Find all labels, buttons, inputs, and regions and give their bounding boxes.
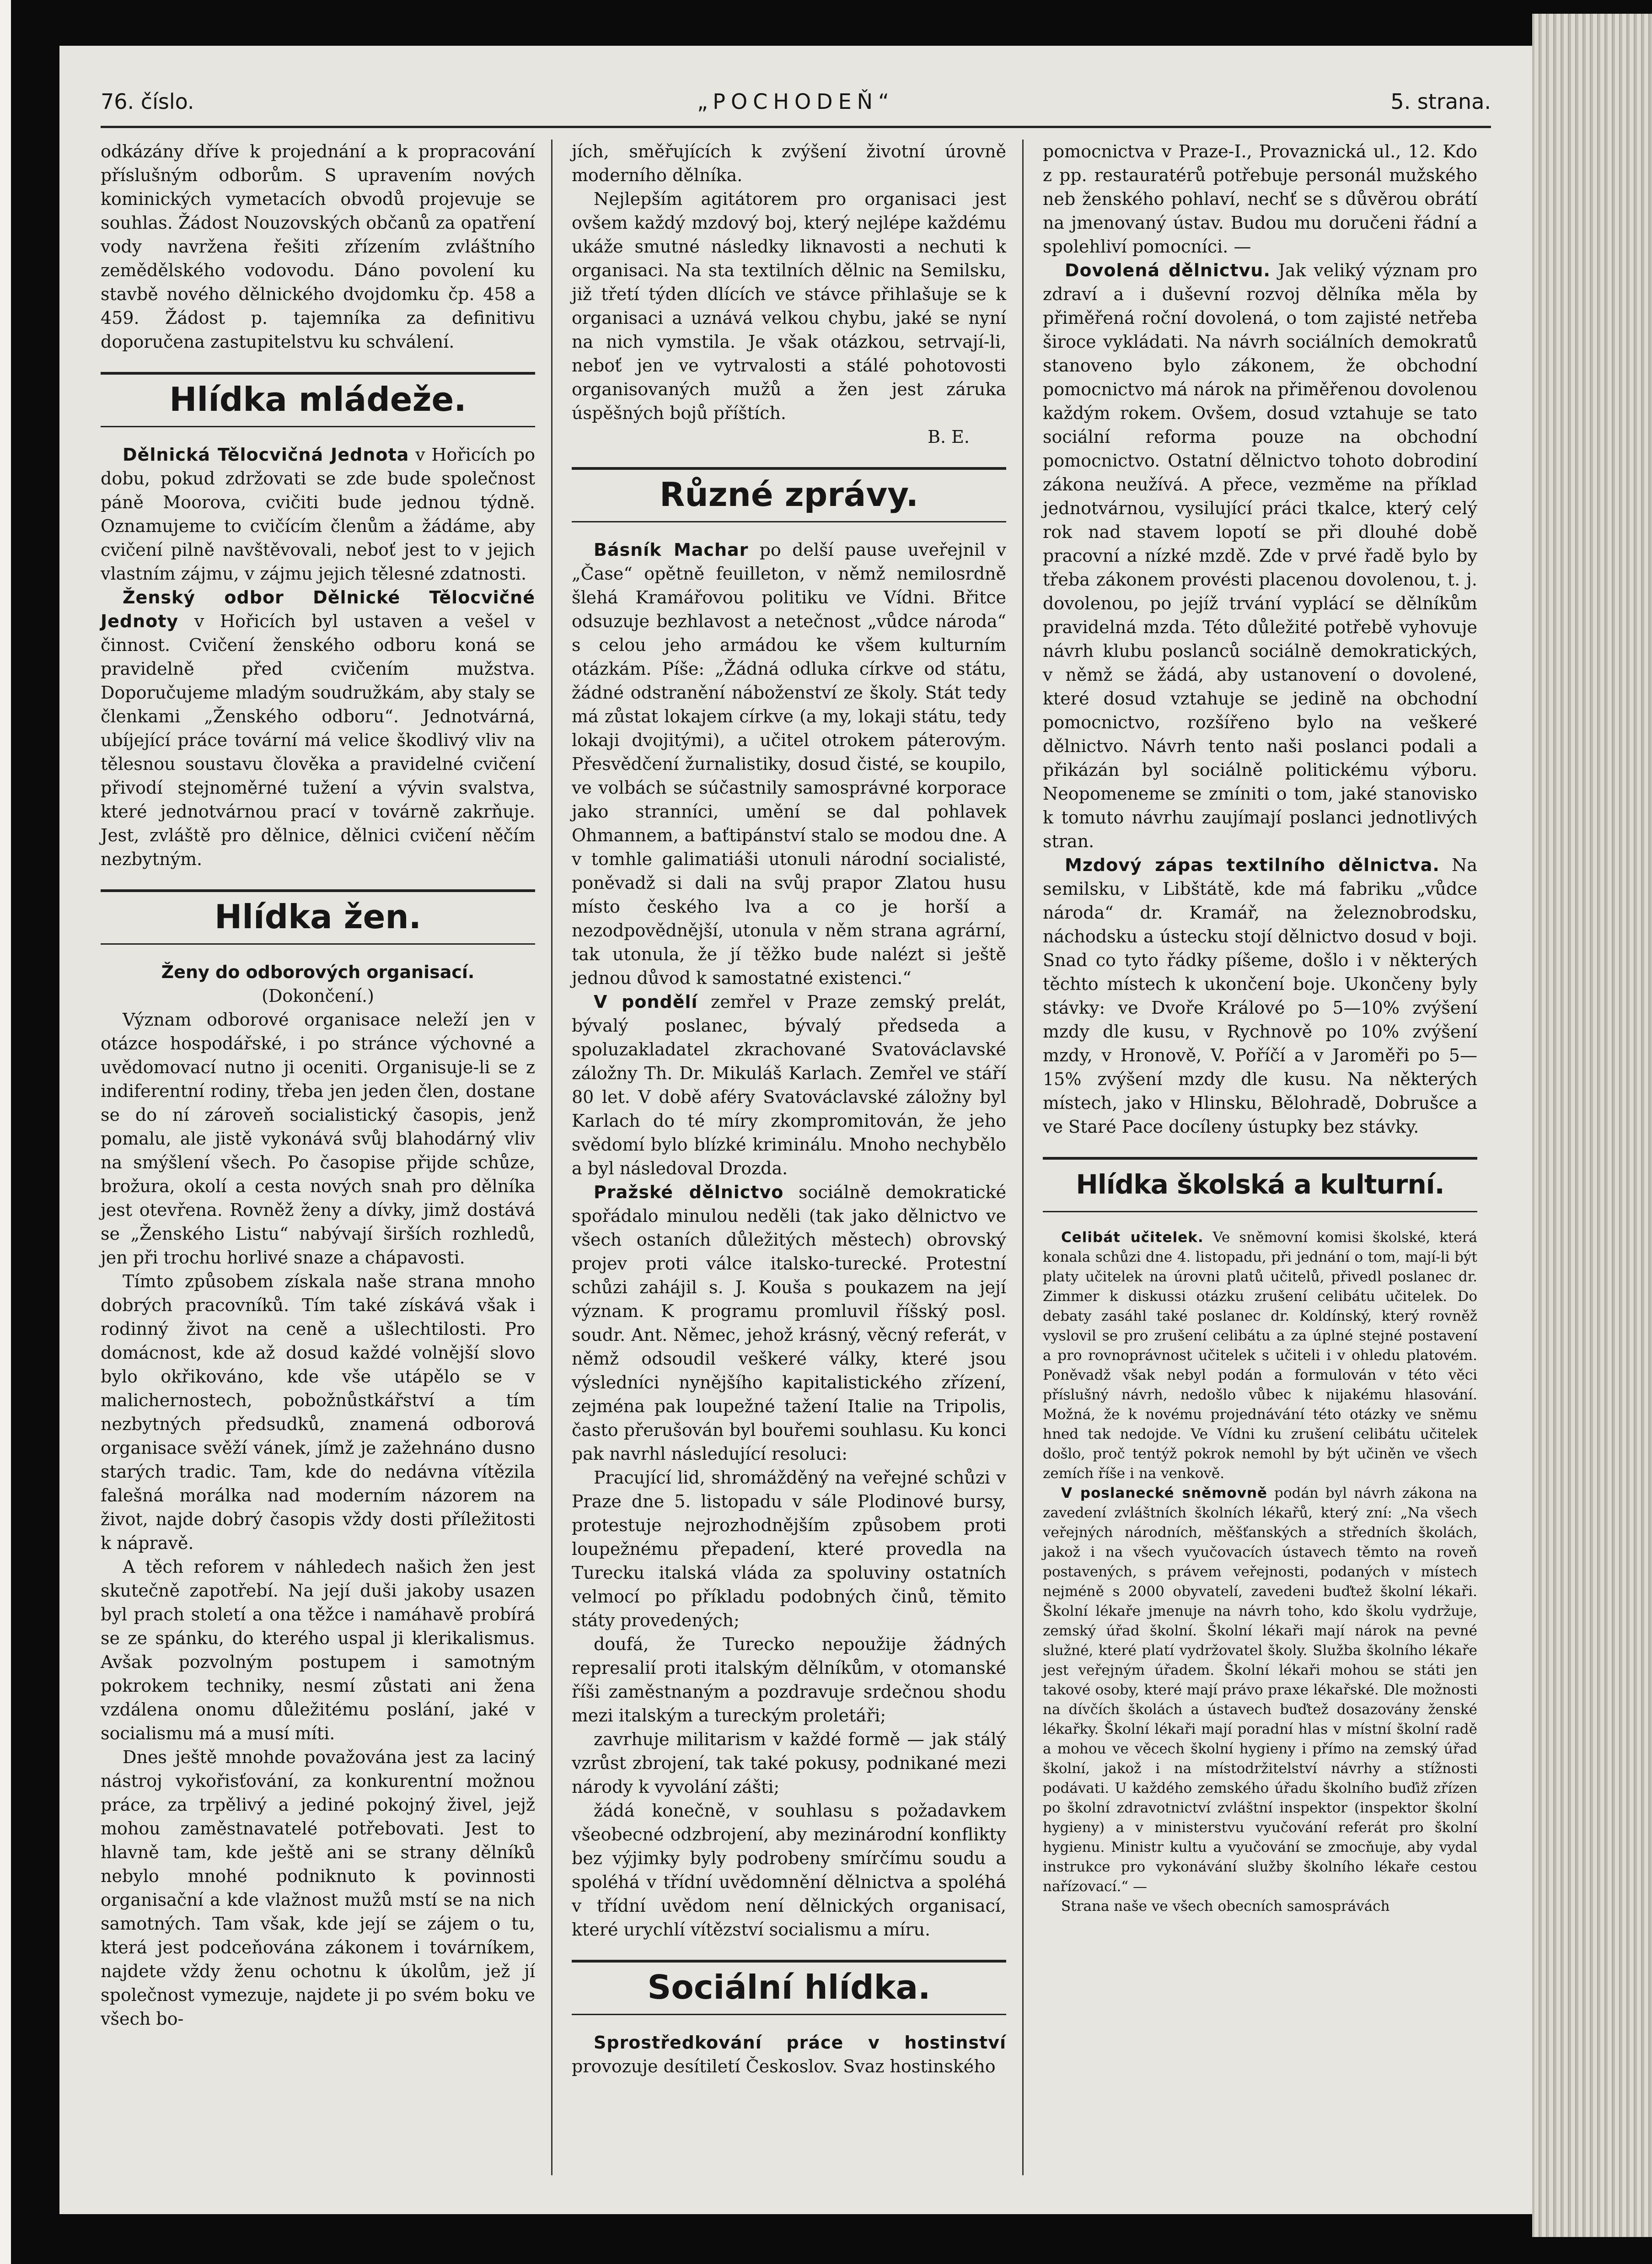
lead-phrase: Celibát učitelek. [1061, 1229, 1204, 1246]
article-celibat [1043, 1228, 1477, 1484]
article-zensky-odbor [101, 586, 535, 871]
small-print-block [1043, 1228, 1477, 1916]
article-title: Ženy do odborových organisací. [161, 962, 475, 982]
article-skolni-lekari [1043, 1484, 1477, 1897]
page-number: 5. strana. [1390, 89, 1491, 114]
article-paragraph: Dnes ještě mnohde považována jest za laciný nástroj vykořisťování, za konkurentní možnou práce, za trpělivý a jediné pokojný živel, jejž mohou zaměstnavatelé potřebovati. Jest to hlavně tam, kde ještě ani se strany dělníků nebylo mnohé podniknuto k povinnosti organisační a kde vlažnost mužů mstí se na nich samotných. Tam však, kde její se zájem o tu, která jest podceňována zákonem i továrníkem, najdete vždy ženu ochotnu k úkolům, jež jí společnost vymezuje, najdete ji po svém boku ve všech bo- [101, 1747, 535, 2029]
article-continuation: jích, směřujících k zvýšení životní úrovně moderního dělníka. [572, 141, 1006, 185]
lead-phrase: Mzdový zápas textilního dělnictva. [1065, 855, 1440, 875]
page-edge-strip [0, 0, 11, 2264]
article-paragraph: Nejlepším agitátorem pro organisaci jest ovšem každý mzdový boj, který nejlépe každému ukáže smutné následky liknavosti a nechuti k organisaci. Na sta textilních dělnic na Semilsku, již třetí týden dlících ve stávce přihlašuje se k organisaci a uznává velkou chybu, jaké se nyní na nich vymstila. Je však otázkou, setrvají-li, neboť jen ve vytrvalosti a stálé pohotovosti organisovaných mužů a žen jest záruka úspěšných bojů příštích. [572, 189, 1006, 423]
article-text: Jak veliký význam pro zdraví a i duševní rozvoj dělníka měla by přiměřená roční dovolená, o tom zajisté netřeba široce vykládati. Na návrh sociálních demokratů stanoveno bylo zákonem, že obchodní pomocnictvo má nárok na přiměřenou dovolenou každým rokem. Ovšem, dosud vztahuje se tato sociální reforma pouze na obchodní pomocnictvo. Ostatní dělnictvo tohoto dobrodiní zákona neužívá. A přece, vezměme na příklad jednotvárnou, vysilující práci tkalce, který celý rok nad stavem lopotí se při dlouhé době pracovní a nízké mzdě. Zde v prvé řadě bylo by třeba zákonem provésti placenou dovolenou, t. j. dovolenou, po jejíž trvání vyplácí se dělníkům pravidelná mzda. Této důležité potřebě vyhovuje návrh klubu poslanců sociálně demokratických, v němž se žádá, aby ustanovení o dovolené, které dosud vztahuje se jedině na obchodní pomocnictvo, rozšířeno bylo na veškeré dělnictvo. Návrh tento naši poslanci podali a přikázán byl sociálně politickému výboru. Neopomeneme se zmíniti o tom, jaké stanovisko k tomuto návrhu zaujímají poslanci jednotlivých stran. [1043, 260, 1477, 851]
article-text: zemřel v Praze zemský prelát, bývalý poslanec, bývalý předseda a spoluzakladatel zkrachované Svatováclavské záložny Th. Dr. Mikuláš Karlach. Zemřel ve stáří 80 let. V době aféry Svatováclavské záložny byl Karlach do té míry zkompromitován, že jeho svědomí bylo blízké kriminálu. Mnoho nechybělo a byl následoval Drozda. [572, 992, 1006, 1178]
article-subtitle: (Dokončení.) [262, 986, 374, 1006]
article-prazske-delnictvo [572, 1180, 1006, 1466]
article-continuation: odkázány dříve k projednání a k propracování příslušným odborům. S upravením nových kominických vymetacích obvodů projevuje se souhlas. Žádost Nouzovských občanů za opatření vody navržena řešiti zřízením zvláštního zemědělského vodovodu. Dáno povolení ku stavbě nového dělnického dvojdomku čp. 458 a 459. Žádost p. tajemníka za definitivu doporučena zastupitelstvu ku schválení. [101, 141, 535, 352]
article-paragraph: Strana naše ve všech obecních samosprávách [1061, 1898, 1390, 1914]
lead-phrase: Sprostředkování práce v hostinství [594, 2033, 1006, 2053]
column-rule-1 [551, 140, 552, 2175]
resolution-paragraph: zavrhuje militarism v každé formě — jak stálý vzrůst zbrojení, tak také pokusy, podnikané mezi národy k vyvolání zášti; [572, 1729, 1006, 1797]
resolution-paragraph: Pracující lid, shromážděný na veřejné schůzi v Praze dne 5. listopadu v sále Plodinové bursy, protestuje nejrozhodnějším způsobem proti loupežnému přepadení, které provedla na Turecku italská vláda za spoluviny ostatních velmocí po příkladu podobných činů, těmito státy provedených; [572, 1468, 1006, 1630]
article-text: v Hořicích po dobu, pokud zdržovati se zde bude společnost páně Moorova, cvičiti bude jednou týdně. Oznamujeme to cvičícím členům a žádáme, aby cvičení pilně navštěvovali, neboť jest to v jejich vlastním zájmu, v zájmu jejich tělesné zdatnosti. [101, 445, 535, 584]
section-heading-zen: Hlídka žen. [101, 889, 535, 945]
article-text: Ve sněmovní komisi školské, která konala schůzi dne 4. listopadu, při jednání o tom, mají-li být platy učitelek na úrovni platů učitelů, přivedl poslanec dr. Zimmer k diskussi otázku zrušení celibátu učitelek. Do debaty zasáhl také poslanec dr. Koldínský, který rovněž vyslovil se pro zrušení celibátu a za úplné stejné postavení a pro rovnoprávnost učitelek s učiteli i v ohledu platovém. Poněvadž však nebyl podán a formulován v této věci příslušný návrh, nedošlo vůbec k nijakému hlasování. Možná, že k novému projednávání této otázky ve sněmu hned tak nedojde. Ve Vídni ku zrušení celibátu učitelek došlo, proč tentýž pokrok nemohl by být učiněn ve všech zemích říše i na venkově. [1043, 1229, 1477, 1482]
column-1 [101, 140, 535, 2031]
article-paragraph: A těch reforem v náhledech našich žen jest skutečně zapotřebí. Na její duši jakoby usazen byl prach století a ona těžce i namáhavě probírá se ze spánku, do kterého uspal ji klerikalismus. Avšak pozvolným postupem i samotným pokrokem techniky, nesmí zůstati ani žena vzdálena onomu důležitému poslání, jaké v socialismu má a musí míti. [101, 1557, 535, 1743]
article-text: podán byl návrh zákona na zavedení zvláštních školních lékařů, který zní: „Na všech veřejných národních, měšťanských a středních školách, jakož i na všech vyučovacích ústavech těmto na roveň postavených, s právem veřejnosti, podaných v místech nejméně s 2000 obyvatelí, zavedeni buďtež školní lékaři. Školní lékaře jmenuje na návrh toho, kdo školu vydržuje, zemský úřad školní. Školní lékaři mají nárok na pevné služné, které platí vydržovatel školy. Služba školního lékaře jest veřejným úřadem. Školní lékaři mohou se státi jen takové osoby, které mají právo praxe lékařské. Dle možnosti na dívčích školách a ústavech buďtež dosazovány ženské lékařky. Školní lékaři mají poradní hlas v místní školní radě a mohou ve věcech školní hygieny i přímo na zemský úřad školní, jakož i na místodržitelství návrhy a stížnosti podávati. U každého zemského úřadu školního buďiž zřízen po školní zdravotnictví zvláštní inspektor (inspektor školní hygieny) a v ministerstvu vyučování referát pro školní hygienu. Ministr kultu a vyučování se zmocňuje, aby vydal instrukce pro vykonávání služby školního lékaře cestou nařízovací.“ — [1043, 1485, 1477, 1895]
resolution-paragraph: doufá, že Turecko nepoužije žádných represalií proti italským dělníkům, v otomanské říši zaměstnaným a pozdravuje srdečnou shodu mezi italským a tureckým proletáři; [572, 1634, 1006, 1726]
section-heading-mladez: Hlídka mládeže. [101, 372, 535, 427]
section-heading-ruzne: Různé zprávy. [572, 467, 1006, 522]
article-text: v Hořicích byl ustaven a vešel v činnost. Cvičení ženského odboru koná se pravidelně před cvičením mužstva. Doporučujeme mladým soudružkám, aby staly se členkami „Ženského odboru“. Jednotvárná, ubíjející práce tovární má velice škodlivý vliv na tělesnou soustavu člověka a pravidelné cvičení přivodí stejnoměrné tužení a vývin svalstva, které jednotvárnou prací v továrně zakrňuje. Jest, zvláště pro dělnice, dělnici cvičení něčím nezbytným. [101, 611, 535, 869]
article-text: Na semilsku, v Libštátě, kde má fabriku „vůdce národa“ dr. Kramář, na železnobrodsku, náchodsku a ústecku stojí dělnictvo dosud v boji. Snad co tyto řádky píšeme, došlo i v některých těchto místech k ukončení boje. Ukončeny byly stávky: ve Dvoře Králové po 5—10% zvýšení mzdy dle kusu, v Rychnově po 10% zvýšení mzdy, v Hronově, V. Poříčí a v Jaroměři po 5—15% zvýšení mzdy dle kusu. Na některých místech, jako v Hlinsku, Bělohradě, Dobrušce a ve Staré Pace docíleny ústupky bez stávky. [1043, 855, 1477, 1137]
author-signature: B. E. [928, 427, 970, 447]
article-text: provozuje desítiletí Českoslov. Svaz hostinského [572, 2056, 996, 2076]
article-sprostredkovani [572, 2031, 1006, 2078]
newspaper-page [59, 46, 1532, 2214]
column-rule-2 [1022, 140, 1024, 2175]
article-text: sociálně demokratické spořádalo minulou neděli (tak jako dělnictvo ve všech ostaních důležitých městech) obrovský projev proti válce italsko-turecké. Protestní schůzi zahájil s. J. Kouša s poukazem na její význam. K programu promluvil říšský posl. soudr. Ant. Němec, jehož krásný, věcný referát, v němž odsoudil veškeré války, které jsou výsledníci nynějšího kapitalistického zřízení, zejména pak loupežné tažení Italie na Tripolis, často přerušován byl bouřemi souhlasu. Ku konci pak navrhl následující resoluci: [572, 1182, 1006, 1464]
lead-phrase: Ženský odbor Dělnické Tělocvičné Jednoty [101, 587, 535, 631]
article-continuation: pomocnictva v Praze-I., Provaznická ul., 12. Kdo z pp. restauratérů potřebuje personál mužského neb ženského pohlaví, nechť se s důvěrou obrátí na jmenovaný ústav. Budou mu doručeni řádní a spolehliví pomocníci. — [1043, 141, 1477, 257]
article-text: po delší pause uveřejnil v „Čase“ opětně feuilleton, v němž nemilosrdně šlehá Kramářovou politiku ve Vídni. Břitce odsuzuje bezhlavost a netečnost „vůdce národa“ s celou jeho armádou ke všem kulturním otázkám. Píše: „Žádná odluka církve od státu, žádné odstranění náboženství ze školy. Stát tedy má zůstat lokajem církve (a my, lokaji státu, tedy lokaji dvojitými), a učitel otrokem páterovým. Přesvědčení žurnalistiky, dosud čisté, se koupilo, ve volbách se súčastnily samosprávné korporace jako stranníci, umění se dal pohlavek Ohmannem, a baťtipánství stalo se modou dne. A v tomhle galimatiáši utonuli národní socialisté, poněvadž si dali na svůj prapor Zlatou husu místo českého lva a co je horší a nezodpovědnější, utonula v něm strana agrární, tak utonula, že jí těžko bude nalézt si ještě jednou důvod k samostatné existenci.“ [572, 540, 1006, 988]
newspaper-title: „POCHODEŇ“ [697, 89, 895, 114]
issue-number: 76. číslo. [101, 89, 194, 114]
running-header [101, 89, 1491, 128]
column-3 [1043, 140, 1477, 1916]
lead-phrase: V poslanecké sněmovně [1061, 1485, 1268, 1501]
article-mzdovy-zapas [1043, 853, 1477, 1139]
article-dovolena [1043, 258, 1477, 853]
lead-phrase: V pondělí [594, 992, 698, 1012]
article-paragraph: Význam odborové organisace neleží jen v otázce hospodářské, i po stránce výchovné a uvědomovací nutno ji oceniti. Organisuje-li se z indiferentní rodiny, třeba jen jeden člen, dostane se do ní zároveň socialistický časopis, jenž pomalu, ale jistě vykonává svůj blahodárný vliv na smýšlení všech. Po časopise přijde schůze, brožura, okolí a cesta nových snah pro dělníka jest otevřena. Rovněž ženy a dívky, jimž dostává se „Ženského Listu“ nabývají širších rozhledů, jen při trochu horlivé snaze a chápavosti. [101, 1010, 535, 1268]
column-2 [572, 140, 1006, 2078]
article-paragraph: Tímto způsobem získala naše strana mnoho dobrých pracovníků. Tím také získává však i rodinný život na ceně a ušlechtilosti. Pro domácnost, kde až dosud každé volnější slovo bylo okřikováno, kde vše utápělo se v malichernostech, pobožnůstkářství a tím nezbytných předsudků, znamená odborová organisace svěží vánek, jímž je zažehnáno dusno starých tradic. Tam, kde do nedávna vítězila falešná morálka nad moderním názorem na život, najde dobrý časopis vždy dosti příležitosti k nápravě. [101, 1271, 535, 1553]
lead-phrase: Básník Machar [594, 540, 749, 560]
lead-phrase: Pražské dělnictvo [594, 1182, 784, 1202]
article-karlach [572, 990, 1006, 1180]
article-machar [572, 538, 1006, 990]
lead-phrase: Dovolená dělnictvu. [1065, 260, 1271, 280]
lead-phrase: Dělnická Tělocvičná Jednota [123, 445, 409, 465]
section-heading-skolska: Hlídka školská a kulturní. [1043, 1157, 1477, 1212]
resolution-paragraph: žádá konečně, v souhlasu s požadavkem všeobecné odzbrojení, aby mezinárodní konflikty bez výjimky byly podrobeny smírčímu soudu a spoléhá v třídní uvědomnění dělnictva a spoléhá v třídní uvědom není dělnických organisací, které urychlí vítězství socialismu a míru. [572, 1801, 1006, 1940]
article-telocvicna-jednota [101, 443, 535, 586]
section-heading-socialni: Sociální hlídka. [572, 1960, 1006, 2015]
adjacent-pages-edge [1532, 14, 1652, 2237]
